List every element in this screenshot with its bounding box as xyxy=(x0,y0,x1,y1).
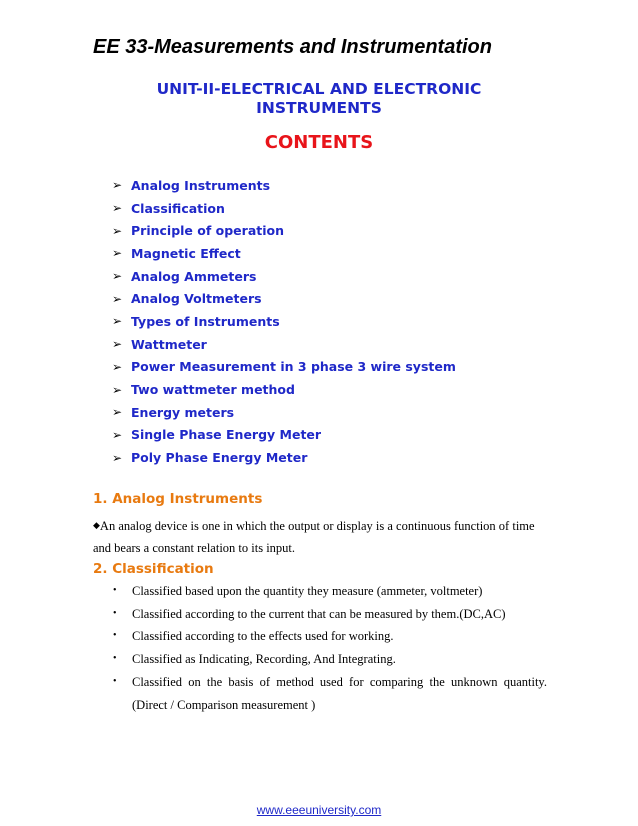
contents-item xyxy=(112,174,456,197)
unit-title-line-1: UNIT-II-ELECTRICAL AND ELECTRONIC xyxy=(156,80,482,98)
arrow-bullet-icon: ➢ xyxy=(112,246,123,261)
list-item xyxy=(113,603,547,626)
bullet-icon: • xyxy=(113,630,117,642)
list-item-text: Classified according to the effects used for working. xyxy=(132,629,394,644)
section-heading-analog-instruments: 1. Analog Instruments xyxy=(93,491,263,507)
list-item xyxy=(113,580,547,603)
contents-item xyxy=(112,219,456,242)
contents-item-label: Poly Phase Energy Meter xyxy=(131,450,308,466)
paragraph-line: and bears a constant relation to its input. xyxy=(93,541,296,555)
contents-item-label: Analog Ammeters xyxy=(131,268,257,284)
arrow-bullet-icon: ➢ xyxy=(112,223,123,238)
arrow-bullet-icon: ➢ xyxy=(112,201,123,216)
contents-item xyxy=(112,333,456,356)
arrow-bullet-icon: ➢ xyxy=(112,178,123,193)
arrow-bullet-icon: ➢ xyxy=(112,269,123,284)
contents-item-label: Types of Instruments xyxy=(131,313,280,329)
contents-item-label: Magnetic Effect xyxy=(131,245,241,261)
contents-item xyxy=(112,265,456,288)
contents-item-label: Power Measurement in 3 phase 3 wire system xyxy=(131,359,456,375)
section-heading-classification: 2. Classification xyxy=(93,561,214,577)
paragraph-text: An analog device is one in which the output or display is a continuous function of time xyxy=(99,519,535,533)
bullet-icon: • xyxy=(113,585,117,596)
contents-item-label: Principle of operation xyxy=(131,223,285,239)
bullet-icon: • xyxy=(113,607,117,619)
contents-item xyxy=(112,242,456,265)
contents-item-label: Wattmeter xyxy=(131,336,207,352)
list-item xyxy=(113,648,547,671)
contents-item-label: Two wattmeter method xyxy=(131,382,295,398)
contents-heading: CONTENTS xyxy=(264,132,374,153)
analog-definition-paragraph xyxy=(93,514,548,559)
contents-item-label: Analog Voltmeters xyxy=(131,291,262,307)
arrow-bullet-icon: ➢ xyxy=(112,427,123,442)
unit-title-line-2: INSTRUMENTS xyxy=(256,99,382,117)
contents-item xyxy=(112,356,456,379)
classification-list xyxy=(113,580,547,716)
contents-item xyxy=(112,401,456,424)
unit-title xyxy=(0,80,638,118)
arrow-bullet-icon: ➢ xyxy=(112,359,123,374)
list-item-text: Classified on the basis of method used for comparing the unknown quantity. (Direct / Comparison measurement ) xyxy=(132,674,547,712)
list-item-text: Classified according to the current that can be measured by them.(DC,AC) xyxy=(132,606,506,621)
list-item-text: Classified as Indicating, Recording, And Integrating. xyxy=(132,652,396,667)
list-item xyxy=(113,671,547,716)
contents-item xyxy=(112,197,456,220)
contents-item-label: Classification xyxy=(131,200,225,216)
arrow-bullet-icon: ➢ xyxy=(112,450,123,465)
arrow-bullet-icon: ➢ xyxy=(112,382,123,397)
list-item xyxy=(113,625,547,648)
contents-item-label: Analog Instruments xyxy=(131,177,271,193)
list-item-text: Classified based upon the quantity they measure (ammeter, voltmeter) xyxy=(132,584,483,598)
arrow-bullet-icon: ➢ xyxy=(112,337,123,352)
contents-item xyxy=(112,310,456,333)
arrow-bullet-icon: ➢ xyxy=(112,291,123,306)
contents-item xyxy=(112,287,456,310)
arrow-bullet-icon: ➢ xyxy=(112,314,123,329)
contents-item-label: Single Phase Energy Meter xyxy=(131,427,322,443)
contents-item xyxy=(112,424,456,447)
contents-item xyxy=(112,446,456,469)
contents-item-label: Energy meters xyxy=(131,404,235,420)
paragraph-line xyxy=(93,514,548,537)
contents-item xyxy=(112,378,456,401)
footer-website-link[interactable]: www.eeeuniversity.com xyxy=(256,803,382,817)
arrow-bullet-icon: ➢ xyxy=(112,405,123,420)
diamond-bullet-icon: ◆ xyxy=(93,520,100,530)
contents-list xyxy=(112,174,456,469)
course-title: EE 33-Measurements and Instrumentation xyxy=(93,36,492,58)
bullet-icon: • xyxy=(113,675,117,687)
bullet-icon: • xyxy=(113,653,117,665)
